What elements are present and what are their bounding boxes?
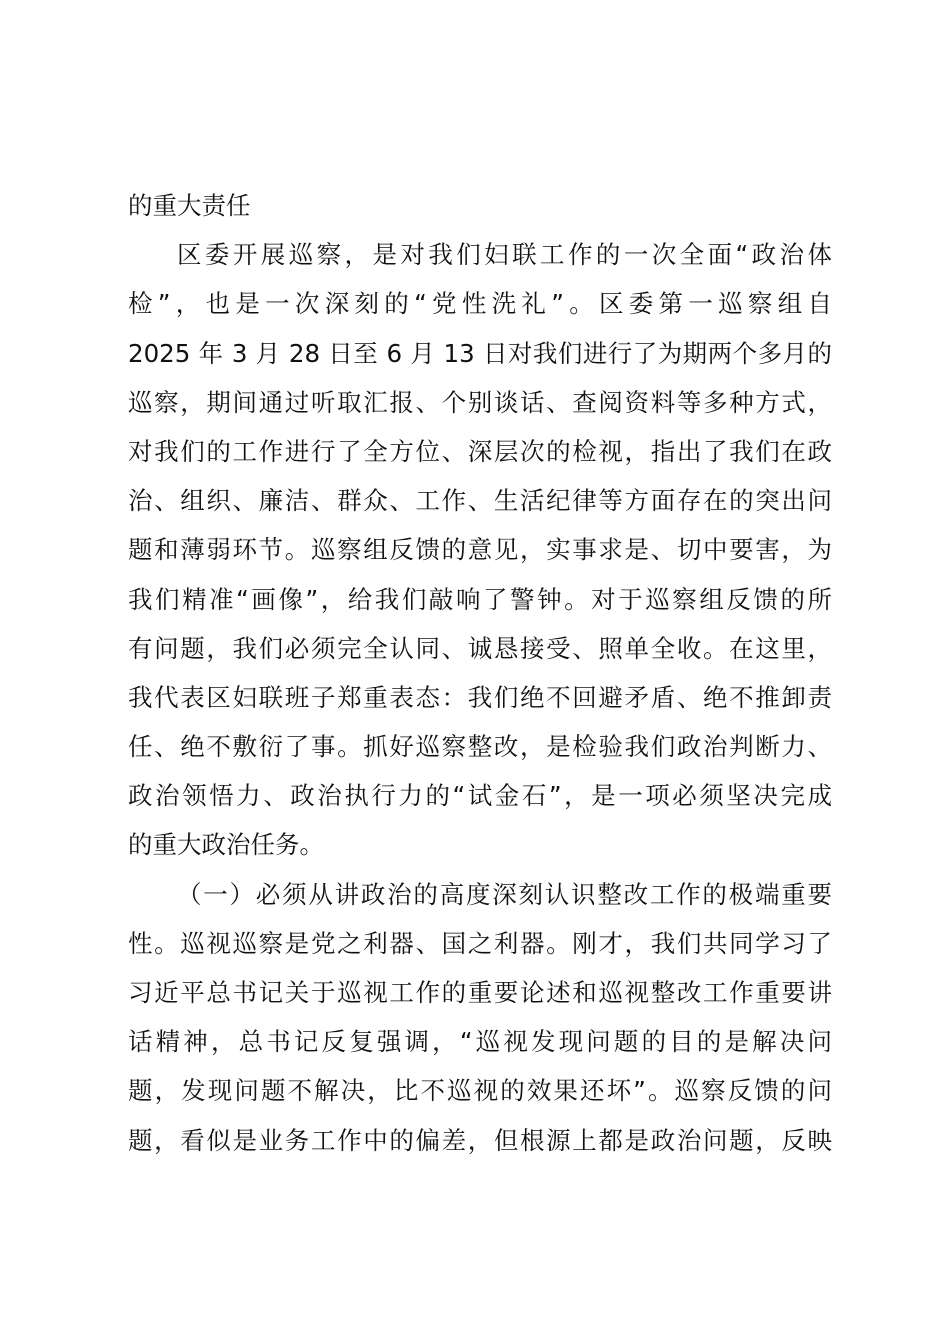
- text-line: 题，看似是业务工作中的偏差，但根源上都是政治问题，反映: [128, 1125, 832, 1155]
- text-line: 政治领悟力、政治执行力的“试金石”，是一项必须坚决完成: [128, 781, 832, 811]
- text-line: 话精神，总书记反复强调，“巡视发现问题的目的是解决问: [128, 1027, 832, 1057]
- text-line: 题和薄弱环节。巡察组反馈的意见，实事求是、切中要害，为: [128, 535, 832, 565]
- text-line: 检”，也是一次深刻的“党性洗礼”。区委第一巡察组自: [128, 289, 832, 319]
- text-line: 的重大政治任务。: [128, 830, 324, 860]
- text-line: 题，发现问题不解决，比不巡视的效果还坏”。巡察反馈的问: [128, 1076, 832, 1106]
- text-line: 对我们的工作进行了全方位、深层次的检视，指出了我们在政: [128, 436, 832, 466]
- text-line: 有问题，我们必须完全认同、诚恳接受、照单全收。在这里，: [128, 633, 832, 663]
- text-line: 我代表区妇联班子郑重表态：我们绝不回避矛盾、绝不推卸责: [128, 682, 832, 712]
- text-line: 性。巡视巡察是党之利器、国之利器。刚才，我们共同学习了: [128, 928, 832, 958]
- text-line: 习近平总书记关于巡视工作的重要论述和巡视整改工作重要讲: [128, 978, 832, 1007]
- text-line: 治、组织、廉洁、群众、工作、生活纪律等方面存在的突出问: [128, 486, 832, 516]
- section-heading-line: （一）必须从讲政治的高度深刻认识整改工作的极端重要: [177, 879, 832, 909]
- body-text: [128, 181, 832, 1165]
- paragraph-first-line: 区委开展巡察，是对我们妇联工作的一次全面“政治体: [177, 240, 832, 270]
- text-line: 2025 年 3 月 28 日至 6 月 13 日对我们进行了为期两个多月的: [128, 338, 832, 368]
- text-line: 我们精准“画像”，给我们敲响了警钟。对于巡察组反馈的所: [128, 584, 832, 614]
- text-line: 巡察，期间通过听取汇报、个别谈话、查阅资料等多种方式，: [128, 387, 832, 417]
- text-line: 任、绝不敷衍了事。抓好巡察整改，是检验我们政治判断力、: [128, 732, 832, 762]
- text-line: 的重大责任: [128, 191, 251, 220]
